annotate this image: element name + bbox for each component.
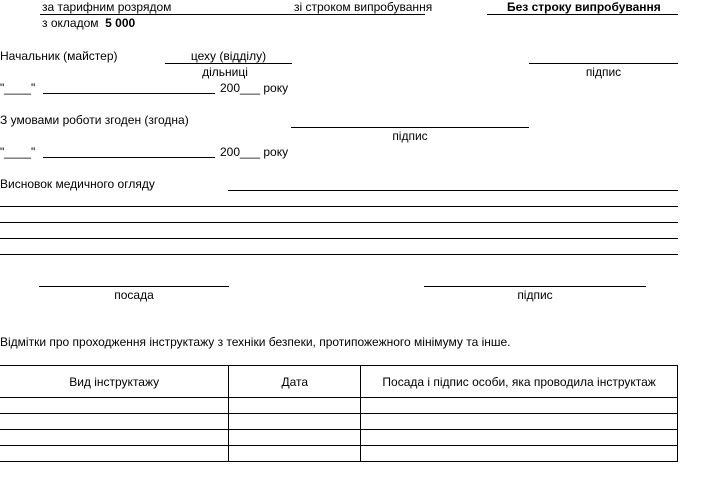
header-signer: Посада і підпис особи, яка проводила інструктаж bbox=[361, 366, 678, 398]
tariff-label: за тарифним розрядом bbox=[42, 0, 172, 14]
salary-label: з окладом bbox=[42, 16, 99, 30]
table-cell bbox=[361, 446, 678, 462]
medical-line-2 bbox=[0, 206, 678, 207]
no-probation-underline bbox=[487, 14, 678, 15]
chief-signature-line bbox=[529, 63, 678, 64]
table-cell bbox=[229, 398, 361, 414]
instruction-note: Відмітки про проходження інструктажу з техніки безпеки, протипожежного мінімуму та інше. bbox=[0, 335, 511, 349]
chief-signature-label: підпис bbox=[585, 65, 622, 79]
medical-line-4 bbox=[0, 238, 678, 239]
table-cell bbox=[229, 430, 361, 446]
date-month-line-1 bbox=[43, 93, 215, 94]
date-day-1: "____" bbox=[0, 81, 36, 95]
salary-value: 5 000 bbox=[105, 16, 136, 30]
date-year-1: 200___ року bbox=[220, 81, 289, 95]
chief-label: Начальник (майстер) bbox=[0, 49, 118, 63]
no-probation-label: Без строку випробування bbox=[507, 0, 661, 14]
position-label: посада bbox=[114, 288, 154, 302]
instruction-table bbox=[0, 365, 678, 462]
unit-label: цеху (відділу) bbox=[190, 49, 267, 63]
table-row bbox=[0, 430, 678, 446]
bottom-signature-label: підпис bbox=[517, 288, 553, 302]
table-cell bbox=[229, 446, 361, 462]
table-cell bbox=[361, 430, 678, 446]
header-date: Дата bbox=[229, 366, 361, 398]
probation-label: зі строком випробування bbox=[294, 0, 433, 14]
table-row bbox=[0, 398, 678, 414]
medical-label: Висновок медичного огляду bbox=[0, 177, 155, 191]
table-cell bbox=[0, 414, 229, 430]
table-cell bbox=[361, 414, 678, 430]
date-day-2: "____" bbox=[0, 145, 36, 159]
table-row bbox=[0, 414, 678, 430]
header-type: Вид інструктажу bbox=[0, 366, 229, 398]
agree-signature-line bbox=[291, 127, 529, 128]
table-cell bbox=[361, 398, 678, 414]
unit-underline bbox=[165, 63, 292, 64]
agree-signature-label: підпис bbox=[392, 129, 428, 143]
bottom-signature-line bbox=[424, 286, 646, 287]
tariff-underline bbox=[40, 14, 425, 15]
medical-line-3 bbox=[0, 222, 678, 223]
date-year-2: 200___ року bbox=[220, 145, 289, 159]
table-cell bbox=[0, 430, 229, 446]
date-month-line-2 bbox=[43, 157, 215, 158]
table-header-row bbox=[0, 366, 678, 398]
table-row bbox=[0, 446, 678, 462]
table-cell bbox=[0, 398, 229, 414]
medical-line-1 bbox=[228, 190, 678, 191]
salary-line bbox=[42, 16, 135, 30]
table-cell bbox=[229, 414, 361, 430]
medical-line-5 bbox=[0, 254, 678, 255]
position-line bbox=[39, 286, 229, 287]
agree-label: З умовами роботи згоден (згодна) bbox=[0, 113, 189, 127]
table-cell bbox=[0, 446, 229, 462]
section-label: дільниці bbox=[202, 65, 248, 79]
